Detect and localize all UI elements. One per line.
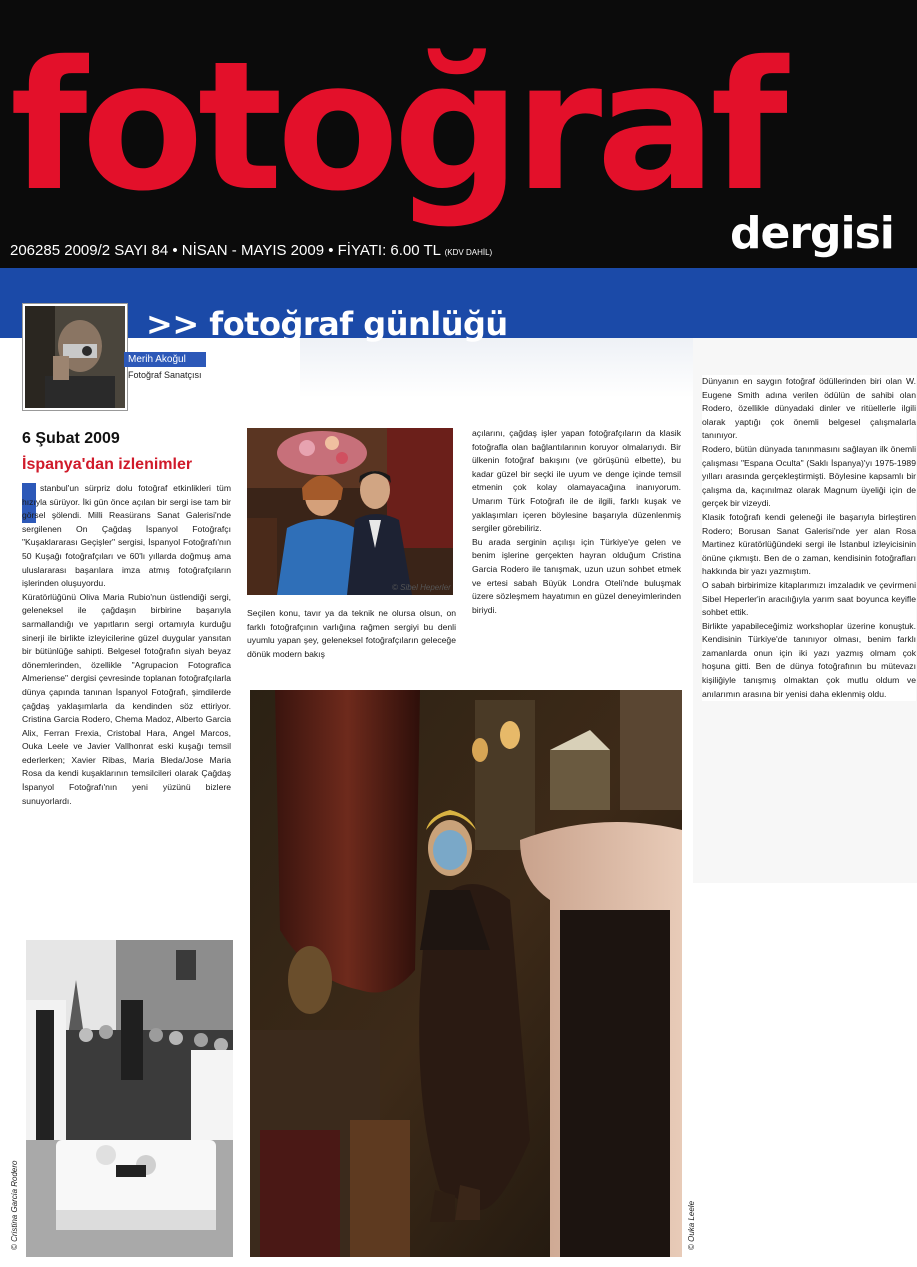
paragraph: stanbul'un sürpriz dolu fotoğraf etkinlikleri tüm hızıyla sürüyor. İki gün önce açılan bir sergi ise tam bir görsel şölendi. Milli Reasürans Sanat Galerisi'nde sergilenen On Çağdaş İspanyol Fotoğrafçı "Kuşaklararası Geçişler" sergisi, İspanyol Fotoğrafı'nın 50 Kuşağı fotoğrafçıları ve 60'lı yıllarda doğmuş ama uluslararası başarılara imza atmış fotoğrafçıların işlerinden oluşuyordu. (22, 483, 231, 589)
paragraph: Birlikte yapabileceğimiz workshoplar üzerine konuştuk. Kendisinin Türkiye'de tanınıyor olması, benim farklı zamanlarda onun için iki yazı yazmış olmam çok hoşuna gitti. Ben de dünya fotoğrafının bu mütevazı kişiliğiyle tanışmış olmaktan çok mutlu oldum ve anılarımın arasına bir yenisi daha eklenmiş oldu. (702, 620, 916, 699)
photo-credit-stage: © Ouka Leele (687, 1200, 696, 1250)
section-title: >> fotoğraf günlüğü (146, 305, 508, 343)
photo-credit-portrait: © Sibel Heperler (392, 583, 451, 592)
paragraph: O sabah birbirimize kitaplarımızı imzaladık ve çevirmeni Sibel Heperler'in aracılığıyla yarım saat boyunca keyifle sohbet ettik. (702, 579, 916, 618)
masthead (0, 0, 917, 268)
issue-info (10, 242, 492, 259)
paragraph: Bu arada serginin açılışı için Türkiye'ye gelen ve benim işlerine gerçekten hayran olduğum Cristina Garcia Rodero ile tanışmak, uzun uzun sohbet etmek ve ertesi sabah Büyük Londra Oteli'nde buluşmak üzere sözleşmem hayatımın en güzel deneyimlerinden biriydi. (472, 536, 681, 615)
author-name: Merih Akoğul (124, 352, 206, 367)
column-4 (702, 375, 916, 701)
banner-fade (300, 338, 700, 398)
column-2 (247, 607, 456, 661)
kdv-note: (KDV DAHİL) (444, 248, 493, 257)
entry-date: 6 Şubat 2009 (22, 430, 120, 447)
paragraph: açılarını, çağdaş işler yapan fotoğrafçıların da klasik fotoğrafla olan bağlantılarının koruyor olmalarıydı. Bir ülkenin fotoğraf bakışını (ve görüşünü elbette), bu kadar güzel bir seçki ile uyum ve denge içinde temsil etmenin çok kolay olamayacağına inanıyorum. Umarım Türk Fotoğrafı ile de ilgili, farklı kuşak ve yaklaşımları içeren böylesine başarıyla düzenlenmiş sergiler görebiliriz. (472, 428, 681, 534)
entry-headline: İspanya'dan izlenimler (22, 456, 193, 473)
issue-line-text: 206285 2009/2 SAYI 84 • NİSAN - MAYIS 2009 • FİYATI: 6.00 TL (10, 242, 441, 259)
staged-color-photo (250, 690, 682, 1257)
magazine-logo-subtitle: dergisi (730, 208, 894, 259)
author-photo (23, 304, 127, 410)
paragraph: Klasik fotoğrafı kendi geleneği ile başarıyla birleştiren Rodero; Borusan Sanat Galerisi'nde yer alan Rosa Martinez küratörlüğündeki sergi ile İstanbul izleyicisinin önüne çıkmıştı. Ben de o zaman, kendisinin fotoğrafları hakkında bir yazı yazmıştım. (702, 511, 916, 577)
paragraph: Rodero, bütün dünyada tanınmasını sağlayan ilk önemli çalışması "Espana Oculta" (Saklı İspanya)'yı 1975-1989 yılları arasında gerçekleştirmişti. Böylesine kapsamlı bir çalışma da, kaçınılmaz olarak Magnum üyeliği için de gerçek bir vizeydi. (702, 443, 916, 509)
magazine-logo: fotoğraf (10, 23, 782, 230)
procession-photo (26, 940, 233, 1257)
author-role: Fotoğraf Sanatçısı (128, 370, 202, 380)
paragraph: Dünyanın en saygın fotoğraf ödüllerinden biri olan W. Eugene Smith adına verilen ödülün de sahibi olan Rodero, özellikle dünyadaki dinler ve ritüellerle ilgili olarak yaptığı çok önemli belgesel çalışmalarla tanınıyor. (702, 376, 916, 441)
photo-credit-procession: © Cristina Garcia Rodero (10, 1160, 19, 1250)
paragraph: Seçilen konu, tavır ya da teknik ne olursa olsun, on farklı fotoğrafçının varlığına rağmen sergiyi bu denli uyumlu yapan şey, geleneksel fotoğrafçıların geleceğe dönük modern bakış (247, 608, 456, 659)
paragraph: Küratörlüğünü Oliva Maria Rubio'nun üstlendiği sergi, geleneksel ile çağdaşın birbirine başarıyla sarmallandığı ve yapıtların sergi ortamıyla kurduğu sinerji ile birlikte izleyicilerine güzel duygular yansıtan bir bütünlüğe sahipti. Belgesel fotoğrafın siyah beyaz dönemlerinden, özellikle "Agrupacion Fotografica Almeriense" dergisi çevresinde toplanan fotoğrafçılarla dünya çapında tanınan İspanyol Fotoğrafı, şimdilerde çağdaş yaklaşımlarla da kendinden söz ettiriyor. Cristina Garcia Rodero, Chema Madoz, Alberto Garcia Alix, Ferran Frexia, Cristobal Hara, Angel Marcos, Ouka Leele ve Javier Vallhonrat eski kuşağı temsil ederlerken; Xavier Ribas, Maria Bleda/Jose Maria Rosa da kendi kuşaklarının temsilcileri olarak Çağdaş İspanyol Fotoğrafı'nın yeni yüzünü bizlere sunuyorlardı. (22, 591, 231, 806)
column-3 (472, 427, 681, 617)
column-1 (22, 482, 231, 808)
portrait-photo (247, 428, 453, 595)
